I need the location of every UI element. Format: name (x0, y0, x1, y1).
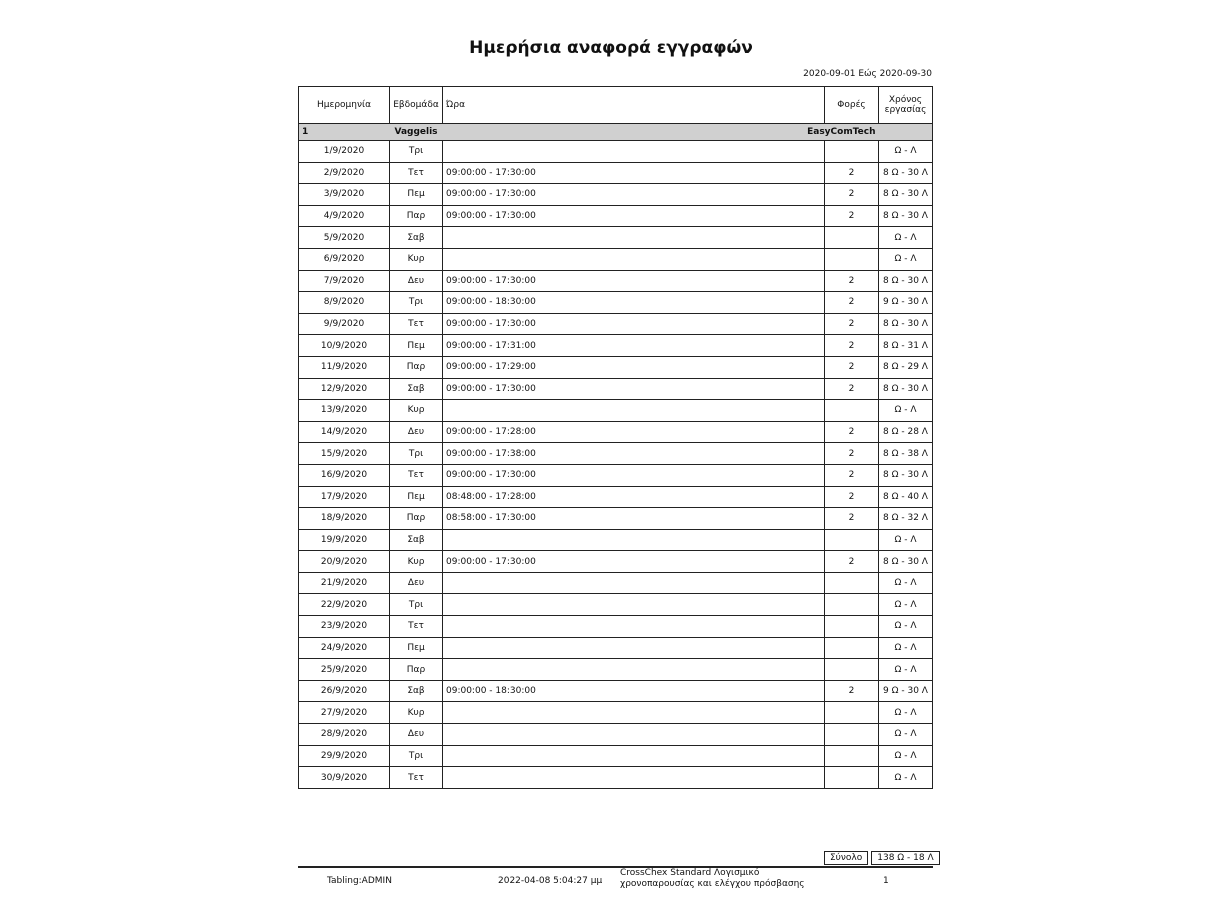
row-count: 2 (825, 486, 879, 508)
row-weekday: Τρι (390, 141, 443, 163)
header-time: Ώρα (443, 87, 825, 124)
row-time: 09:00:00 - 17:30:00 (443, 464, 825, 486)
row-date: 4/9/2020 (299, 205, 390, 227)
group-employee-name: Vaggelis (390, 124, 443, 141)
row-time (443, 594, 825, 616)
row-time: 09:00:00 - 17:29:00 (443, 356, 825, 378)
row-date: 28/9/2020 (299, 724, 390, 746)
row-weekday: Τρι (390, 292, 443, 314)
row-weekday: Πεμ (390, 335, 443, 357)
row-date: 8/9/2020 (299, 292, 390, 314)
row-work-time: 8 Ω - 31 Λ (879, 335, 933, 357)
row-count: 2 (825, 356, 879, 378)
table-row (299, 702, 933, 724)
table-row (299, 594, 933, 616)
row-count: 2 (825, 378, 879, 400)
row-time (443, 572, 825, 594)
table-row (299, 378, 933, 400)
table-row (299, 529, 933, 551)
table-row (299, 724, 933, 746)
footer-printed-date: 2022-04-08 5:04:27 μμ (498, 876, 603, 886)
row-weekday: Κυρ (390, 551, 443, 573)
row-weekday: Κυρ (390, 248, 443, 270)
table-row (299, 637, 933, 659)
footer-app-line2: χρονοπαρουσίας και ελέγχου πρόσβασης (620, 879, 805, 889)
row-date: 11/9/2020 (299, 356, 390, 378)
row-work-time: Ω - Λ (879, 227, 933, 249)
row-date: 23/9/2020 (299, 616, 390, 638)
table-row (299, 162, 933, 184)
row-work-time: Ω - Λ (879, 248, 933, 270)
row-work-time: Ω - Λ (879, 724, 933, 746)
row-time: 09:00:00 - 17:28:00 (443, 421, 825, 443)
row-count (825, 637, 879, 659)
row-time (443, 745, 825, 767)
row-count: 2 (825, 508, 879, 530)
row-weekday: Τετ (390, 162, 443, 184)
row-count: 2 (825, 680, 879, 702)
row-work-time: 9 Ω - 30 Λ (879, 680, 933, 702)
row-time: 09:00:00 - 17:30:00 (443, 270, 825, 292)
row-time: 09:00:00 - 17:30:00 (443, 378, 825, 400)
table-row (299, 551, 933, 573)
footer-app-name (620, 868, 805, 890)
row-work-time: 8 Ω - 30 Λ (879, 378, 933, 400)
table-row (299, 767, 933, 789)
row-work-time: Ω - Λ (879, 767, 933, 789)
table-row (299, 227, 933, 249)
row-work-time: Ω - Λ (879, 616, 933, 638)
row-date: 27/9/2020 (299, 702, 390, 724)
row-work-time: Ω - Λ (879, 702, 933, 724)
row-work-time: Ω - Λ (879, 141, 933, 163)
row-time (443, 248, 825, 270)
row-work-time: 8 Ω - 30 Λ (879, 551, 933, 573)
total-box (824, 851, 940, 865)
row-work-time: 8 Ω - 30 Λ (879, 464, 933, 486)
row-count: 2 (825, 292, 879, 314)
row-time (443, 616, 825, 638)
row-work-time: Ω - Λ (879, 572, 933, 594)
report-title: Ημερήσια αναφορά εγγραφών (469, 38, 753, 58)
row-weekday: Δευ (390, 572, 443, 594)
row-count (825, 745, 879, 767)
group-company: EasyComTech (443, 124, 879, 141)
row-work-time: 8 Ω - 32 Λ (879, 508, 933, 530)
header-date: Ημερομηνία (299, 87, 390, 124)
row-count (825, 141, 879, 163)
table-row (299, 421, 933, 443)
row-date: 15/9/2020 (299, 443, 390, 465)
row-count: 2 (825, 270, 879, 292)
row-time: 09:00:00 - 17:30:00 (443, 162, 825, 184)
row-work-time: Ω - Λ (879, 659, 933, 681)
attendance-table (298, 86, 933, 789)
table-row (299, 184, 933, 206)
row-count: 2 (825, 162, 879, 184)
table-row (299, 205, 933, 227)
row-count: 2 (825, 443, 879, 465)
row-weekday: Πεμ (390, 184, 443, 206)
date-range: 2020-09-01 Εώς 2020-09-30 (803, 69, 932, 79)
row-work-time: 8 Ω - 28 Λ (879, 421, 933, 443)
table-row (299, 313, 933, 335)
row-count: 2 (825, 205, 879, 227)
row-count: 2 (825, 184, 879, 206)
row-weekday: Δευ (390, 270, 443, 292)
row-date: 1/9/2020 (299, 141, 390, 163)
row-weekday: Παρ (390, 659, 443, 681)
row-weekday: Τρι (390, 594, 443, 616)
row-time: 09:00:00 - 17:30:00 (443, 313, 825, 335)
row-count (825, 594, 879, 616)
row-weekday: Κυρ (390, 400, 443, 422)
row-weekday: Τρι (390, 443, 443, 465)
row-date: 19/9/2020 (299, 529, 390, 551)
row-date: 10/9/2020 (299, 335, 390, 357)
row-weekday: Σαβ (390, 378, 443, 400)
row-count (825, 400, 879, 422)
row-count (825, 248, 879, 270)
row-date: 24/9/2020 (299, 637, 390, 659)
table-row (299, 572, 933, 594)
row-time: 09:00:00 - 17:38:00 (443, 443, 825, 465)
row-time (443, 529, 825, 551)
row-time: 08:58:00 - 17:30:00 (443, 508, 825, 530)
header-week: Εβδομάδα (390, 87, 443, 124)
row-work-time: 8 Ω - 30 Λ (879, 184, 933, 206)
row-time (443, 637, 825, 659)
row-weekday: Παρ (390, 508, 443, 530)
row-date: 5/9/2020 (299, 227, 390, 249)
row-work-time: 8 Ω - 30 Λ (879, 205, 933, 227)
row-count: 2 (825, 421, 879, 443)
table-row (299, 659, 933, 681)
row-time (443, 767, 825, 789)
row-date: 29/9/2020 (299, 745, 390, 767)
table-row (299, 141, 933, 163)
total-label: Σύνολο (824, 851, 868, 865)
footer-app-line1: CrossChex Standard Λογισμικό (620, 868, 760, 878)
row-work-time: Ω - Λ (879, 637, 933, 659)
row-count: 2 (825, 464, 879, 486)
row-time: 09:00:00 - 17:30:00 (443, 551, 825, 573)
row-weekday: Παρ (390, 205, 443, 227)
row-date: 25/9/2020 (299, 659, 390, 681)
table-row (299, 745, 933, 767)
row-time (443, 702, 825, 724)
table-row (299, 616, 933, 638)
row-date: 6/9/2020 (299, 248, 390, 270)
row-date: 22/9/2020 (299, 594, 390, 616)
row-time (443, 724, 825, 746)
row-weekday: Πεμ (390, 486, 443, 508)
row-weekday: Τετ (390, 616, 443, 638)
row-weekday: Σαβ (390, 227, 443, 249)
row-work-time: 8 Ω - 30 Λ (879, 162, 933, 184)
header-work-line2: εργασίας (884, 105, 927, 115)
row-date: 18/9/2020 (299, 508, 390, 530)
row-count (825, 659, 879, 681)
row-count (825, 227, 879, 249)
row-time (443, 227, 825, 249)
row-time: 09:00:00 - 18:30:00 (443, 680, 825, 702)
table-row (299, 508, 933, 530)
row-work-time: Ω - Λ (879, 745, 933, 767)
row-count: 2 (825, 335, 879, 357)
row-date: 21/9/2020 (299, 572, 390, 594)
row-count (825, 724, 879, 746)
header-work-line1: Χρόνος (888, 95, 923, 105)
row-count (825, 616, 879, 638)
table-row (299, 356, 933, 378)
row-date: 12/9/2020 (299, 378, 390, 400)
header-count: Φορές (825, 87, 879, 124)
row-date: 20/9/2020 (299, 551, 390, 573)
total-value: 138 Ω - 18 Λ (871, 851, 939, 865)
row-work-time: 8 Ω - 38 Λ (879, 443, 933, 465)
row-date: 2/9/2020 (299, 162, 390, 184)
row-work-time: 8 Ω - 30 Λ (879, 270, 933, 292)
row-time: 08:48:00 - 17:28:00 (443, 486, 825, 508)
row-weekday: Κυρ (390, 702, 443, 724)
row-time: 09:00:00 - 18:30:00 (443, 292, 825, 314)
row-weekday: Τετ (390, 313, 443, 335)
group-empty-cell (879, 124, 933, 141)
row-time (443, 400, 825, 422)
footer-user: Tabling:ADMIN (327, 876, 392, 886)
row-count (825, 572, 879, 594)
group-id: 1 (299, 124, 390, 141)
row-count: 2 (825, 551, 879, 573)
table-row (299, 335, 933, 357)
table-row (299, 248, 933, 270)
footer-divider (298, 866, 933, 868)
row-date: 13/9/2020 (299, 400, 390, 422)
row-count: 2 (825, 313, 879, 335)
row-count (825, 529, 879, 551)
row-work-time: Ω - Λ (879, 594, 933, 616)
row-date: 9/9/2020 (299, 313, 390, 335)
row-work-time: 9 Ω - 30 Λ (879, 292, 933, 314)
row-weekday: Σαβ (390, 680, 443, 702)
table-row (299, 680, 933, 702)
row-work-time: 8 Ω - 29 Λ (879, 356, 933, 378)
table-row (299, 270, 933, 292)
row-date: 16/9/2020 (299, 464, 390, 486)
row-time (443, 659, 825, 681)
table-row (299, 443, 933, 465)
row-date: 30/9/2020 (299, 767, 390, 789)
row-weekday: Τρι (390, 745, 443, 767)
header-work-time (879, 87, 933, 124)
row-weekday: Πεμ (390, 637, 443, 659)
employee-group-row (299, 124, 933, 141)
row-weekday: Παρ (390, 356, 443, 378)
row-date: 3/9/2020 (299, 184, 390, 206)
row-time: 09:00:00 - 17:31:00 (443, 335, 825, 357)
row-time (443, 141, 825, 163)
row-date: 17/9/2020 (299, 486, 390, 508)
row-work-time: 8 Ω - 30 Λ (879, 313, 933, 335)
row-count (825, 767, 879, 789)
table-row (299, 292, 933, 314)
row-work-time: Ω - Λ (879, 529, 933, 551)
table-header-row (299, 87, 933, 124)
row-weekday: Δευ (390, 724, 443, 746)
row-weekday: Τετ (390, 464, 443, 486)
table-row (299, 400, 933, 422)
row-date: 14/9/2020 (299, 421, 390, 443)
row-time: 09:00:00 - 17:30:00 (443, 184, 825, 206)
row-weekday: Δευ (390, 421, 443, 443)
row-work-time: 8 Ω - 40 Λ (879, 486, 933, 508)
row-work-time: Ω - Λ (879, 400, 933, 422)
table-row (299, 486, 933, 508)
row-time: 09:00:00 - 17:30:00 (443, 205, 825, 227)
row-count (825, 702, 879, 724)
row-weekday: Σαβ (390, 529, 443, 551)
table-row (299, 464, 933, 486)
footer-page-number: 1 (883, 876, 889, 886)
row-date: 26/9/2020 (299, 680, 390, 702)
row-weekday: Τετ (390, 767, 443, 789)
row-date: 7/9/2020 (299, 270, 390, 292)
